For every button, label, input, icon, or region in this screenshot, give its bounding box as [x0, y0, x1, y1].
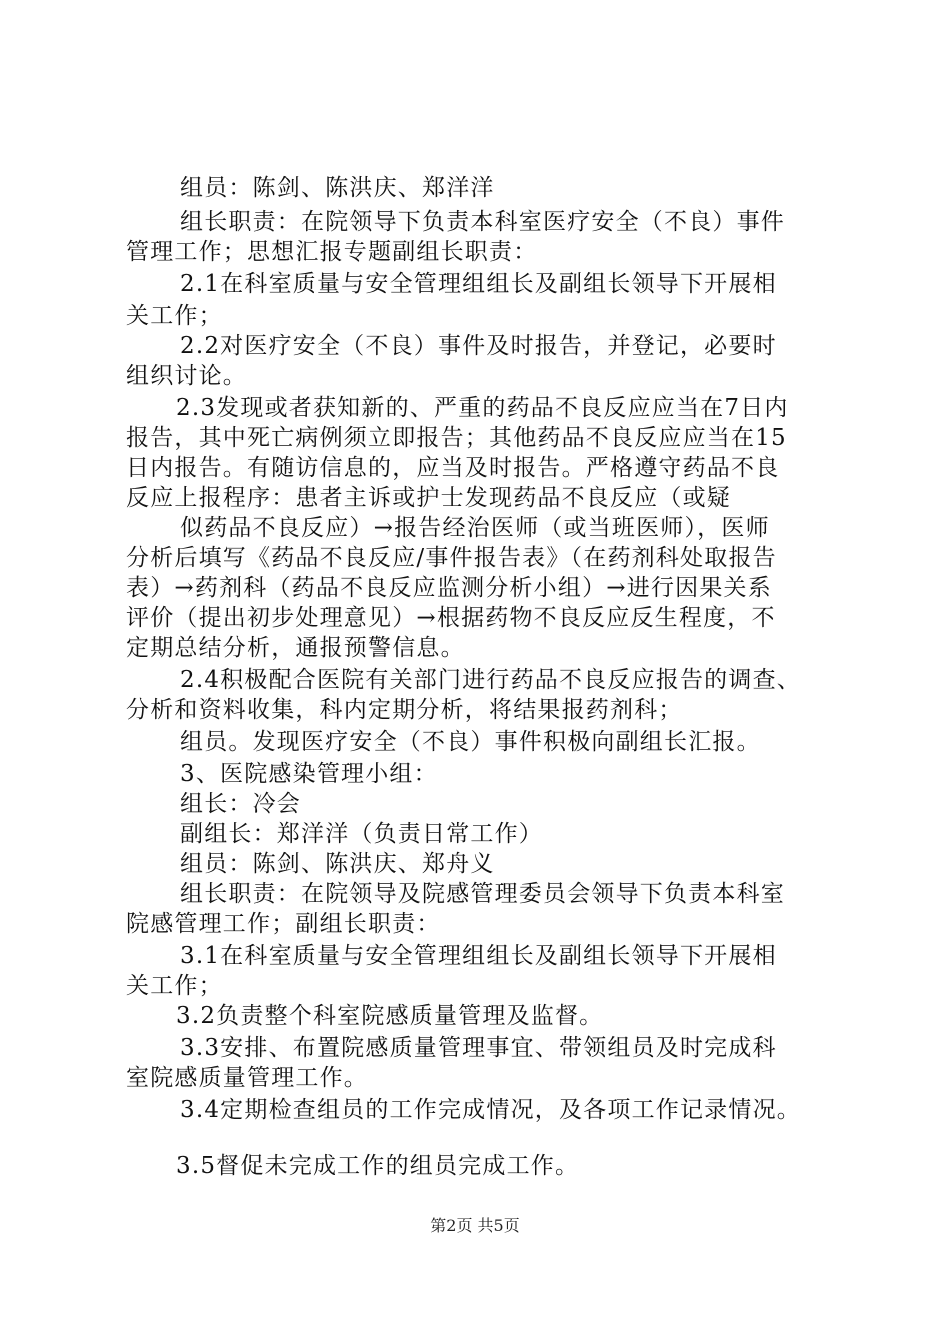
text-line: 似药品不良反应）→报告经治医师（或当班医师），医师 [180, 515, 770, 541]
text-line: 2.4积极配合医院有关部门进行药品不良反应报告的调查、 [180, 667, 801, 693]
text-line: 表）→药剂科（药品不良反应监测分析小组）→进行因果关系 [126, 575, 772, 601]
text-line: 分析后填写《药品不良反应/事件报告表》（在药剂科处取报告 [126, 545, 777, 571]
text-line: 定期总结分析，通报预警信息。 [126, 635, 465, 661]
text-line: 副组长：郑洋洋（负责日常工作） [180, 821, 543, 847]
text-line: 3.5督促未完成工作的组员完成工作。 [176, 1153, 580, 1179]
text-line: 组织讨论。 [126, 363, 247, 389]
text-line: 室院感质量管理工作。 [126, 1065, 368, 1091]
text-line: 3、医院感染管理小组： [180, 761, 438, 787]
text-line: 3.3安排、布置院感质量管理事宜、带领组员及时完成科 [180, 1035, 777, 1061]
text-line: 组长职责：在院领导下负责本科室医疗安全（不良）事件 [180, 209, 785, 235]
text-line: 2.3发现或者获知新的、严重的药品不良反应应当在7日内 [176, 395, 789, 421]
text-line: 院感管理工作；副组长职责： [126, 911, 441, 937]
text-line: 日内报告。有随访信息的，应当及时报告。严格遵守药品不良 [126, 455, 780, 481]
text-line: 评价（提出初步处理意见）→根据药物不良反应反生程度，不 [126, 605, 776, 631]
text-line: 组员：陈剑、陈洪庆、郑舟义 [180, 851, 495, 877]
text-line: 报告，其中死亡病例须立即报告；其他药品不良反应应当在15 [126, 425, 787, 451]
text-line: 反应上报程序：患者主诉或护士发现药品不良反应（或疑 [126, 485, 731, 511]
text-line: 2.2对医疗安全（不良）事件及时报告，并登记，必要时 [180, 333, 777, 359]
text-line: 组长：冷会 [180, 791, 301, 817]
text-line: 组员：陈剑、陈洪庆、郑洋洋 [180, 175, 495, 201]
text-line: 3.1在科室质量与安全管理组组长及副组长领导下开展相 [180, 943, 777, 969]
text-line: 3.4定期检查组员的工作完成情况，及各项工作记录情况。 [180, 1097, 801, 1123]
text-line: 2.1在科室质量与安全管理组组长及副组长领导下开展相 [180, 271, 777, 297]
text-line: 管理工作；思想汇报专题副组长职责： [126, 239, 538, 265]
text-line: 关工作； [126, 303, 223, 329]
text-line: 组长职责：在院领导及院感管理委员会领导下负责本科室 [180, 881, 785, 907]
page-footer: 第2页 共5页 [430, 1216, 520, 1235]
text-line: 关工作； [126, 973, 223, 999]
text-line: 分析和资料收集，科内定期分析，将结果报药剂科； [126, 697, 683, 723]
text-line: 组员。发现医疗安全（不良）事件积极向副组长汇报。 [180, 729, 761, 755]
text-line: 3.2负责整个科室院感质量管理及监督。 [176, 1003, 604, 1029]
